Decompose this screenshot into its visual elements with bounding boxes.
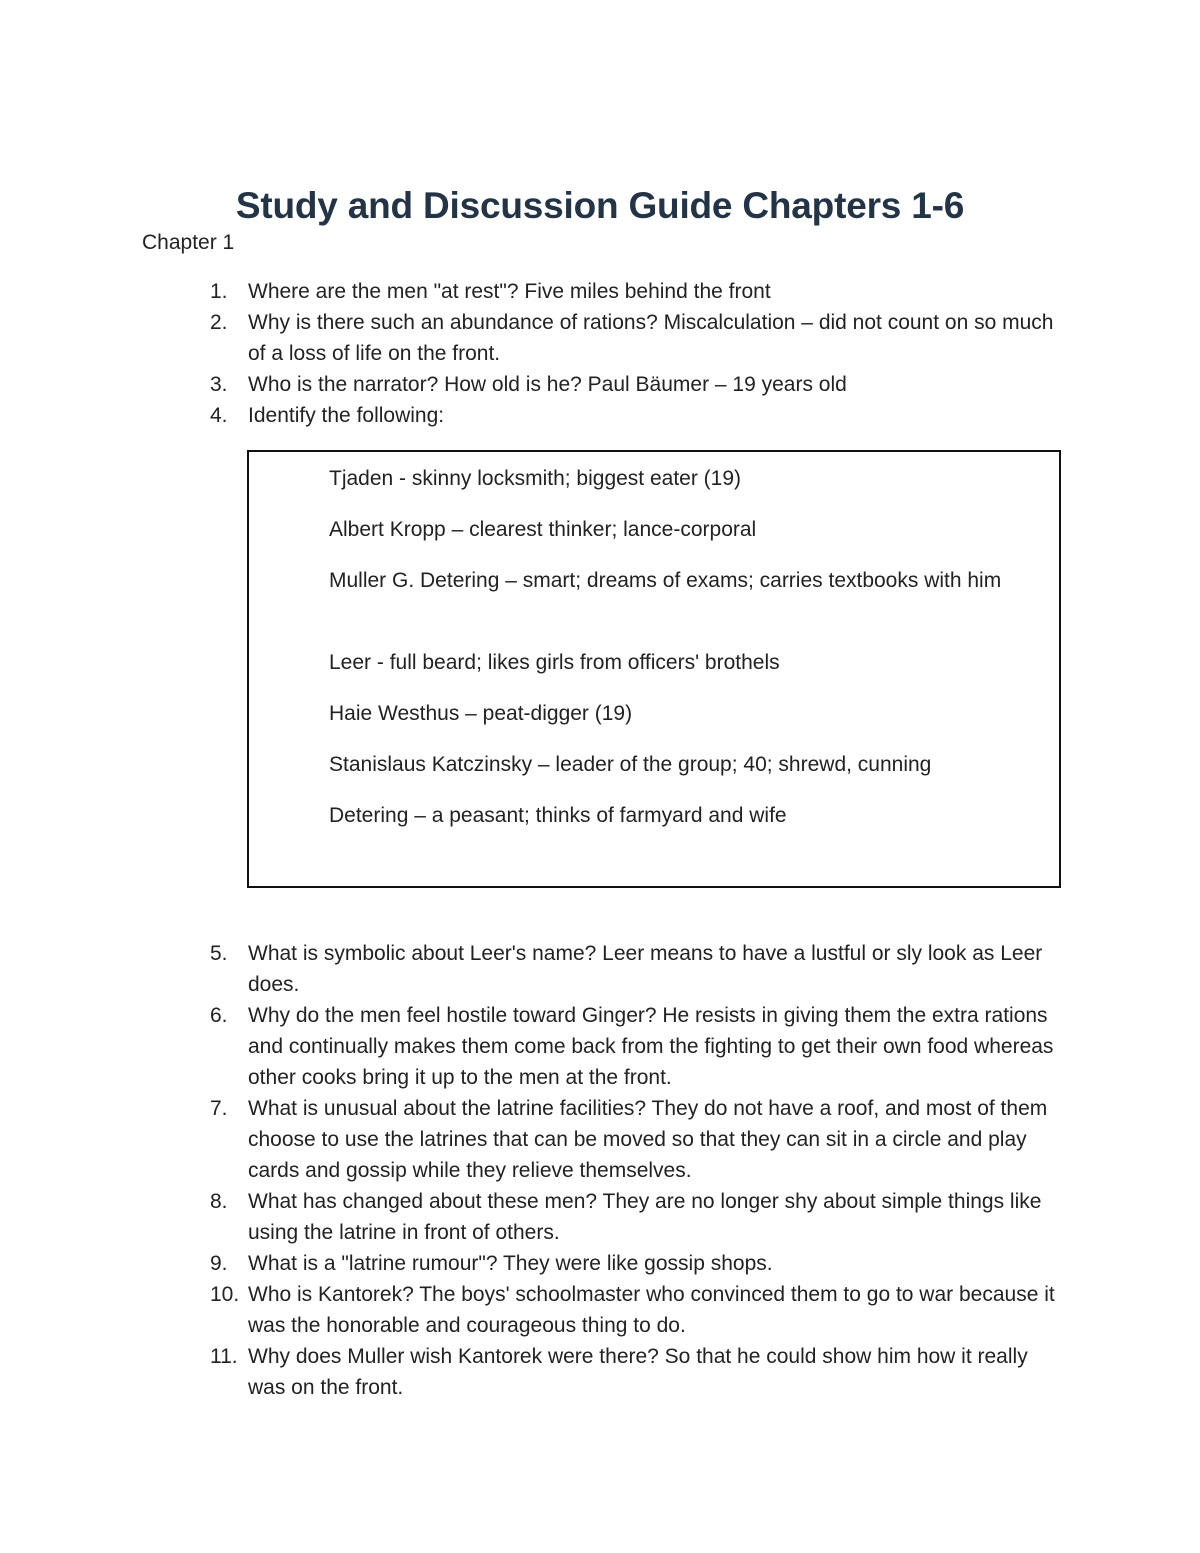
item-number: 1. <box>210 280 228 303</box>
list-item <box>0 1279 1200 1341</box>
item-text: What is symbolic about Leer's name? Leer means to have a lustful or sly look as Leer does. <box>248 942 1043 996</box>
list-item <box>0 1000 1200 1093</box>
list-item <box>0 369 1200 400</box>
item-text: Who is the narrator? How old is he? Paul Bäumer – 19 years old <box>248 373 847 396</box>
item-number: 5. <box>210 942 228 965</box>
item-text: Why is there such an abundance of rations? Miscalculation – did not count on so much of a loss of life on the front. <box>248 311 1054 365</box>
character-entry: Tjaden - skinny locksmith; biggest eater (19) <box>329 467 742 490</box>
chapter-heading: Chapter 1 <box>142 231 235 254</box>
item-number: 2. <box>210 311 228 334</box>
item-text: Why do the men feel hostile toward Ginger? He resists in giving them the extra rations and continually makes them come back from the fighting to get their own food whereas other cooks bring it up to the men at the front. <box>248 1004 1054 1089</box>
item-text: What is a "latrine rumour"? They were like gossip shops. <box>248 1252 773 1275</box>
list-item <box>0 307 1200 369</box>
list-item <box>0 1093 1200 1186</box>
character-identification-box <box>247 450 1061 888</box>
character-entry: Haie Westhus – peat-digger (19) <box>329 702 633 725</box>
character-entry: Stanislaus Katczinsky – leader of the group; 40; shrewd, cunning <box>329 753 932 776</box>
item-text: Who is Kantorek? The boys' schoolmaster who convinced them to go to war because it was the honorable and courageous thing to do. <box>248 1283 1055 1337</box>
list-item <box>0 1248 1200 1279</box>
character-entry: Detering – a peasant; thinks of farmyard and wife <box>329 804 787 827</box>
item-number: 3. <box>210 373 228 396</box>
item-number: 6. <box>210 1004 228 1027</box>
item-number: 8. <box>210 1190 228 1213</box>
character-entry: Albert Kropp – clearest thinker; lance-corporal <box>329 518 757 541</box>
list-item <box>0 276 1200 307</box>
item-number: 11. <box>210 1345 238 1368</box>
item-text: Identify the following: <box>248 404 445 427</box>
questions-list-5-11 <box>0 938 1200 1403</box>
character-entry: Muller G. Detering – smart; dreams of exams; carries textbooks with him <box>329 569 1002 592</box>
list-item <box>0 1341 1200 1403</box>
item-number: 4. <box>210 404 228 427</box>
item-number: 10. <box>210 1283 240 1306</box>
questions-list-1-4 <box>0 276 1200 431</box>
page-title: Study and Discussion Guide Chapters 1-6 <box>235 184 965 226</box>
item-text: What is unusual about the latrine facilities? They do not have a roof, and most of them choose to use the latrines that can be moved so that they can sit in a circle and play cards and gossip while they relieve themselves. <box>248 1097 1048 1182</box>
item-number: 7. <box>210 1097 228 1120</box>
character-entry: Leer - full beard; likes girls from officers' brothels <box>329 651 780 674</box>
list-item <box>0 938 1200 1000</box>
list-item <box>0 1186 1200 1248</box>
item-number: 9. <box>210 1252 228 1275</box>
list-item <box>0 400 1200 431</box>
item-text: What has changed about these men? They are no longer shy about simple things like using the latrine in front of others. <box>248 1190 1042 1244</box>
item-text: Why does Muller wish Kantorek were there? So that he could show him how it really was on the front. <box>248 1345 1028 1399</box>
item-text: Where are the men "at rest"? Five miles behind the front <box>248 280 771 303</box>
